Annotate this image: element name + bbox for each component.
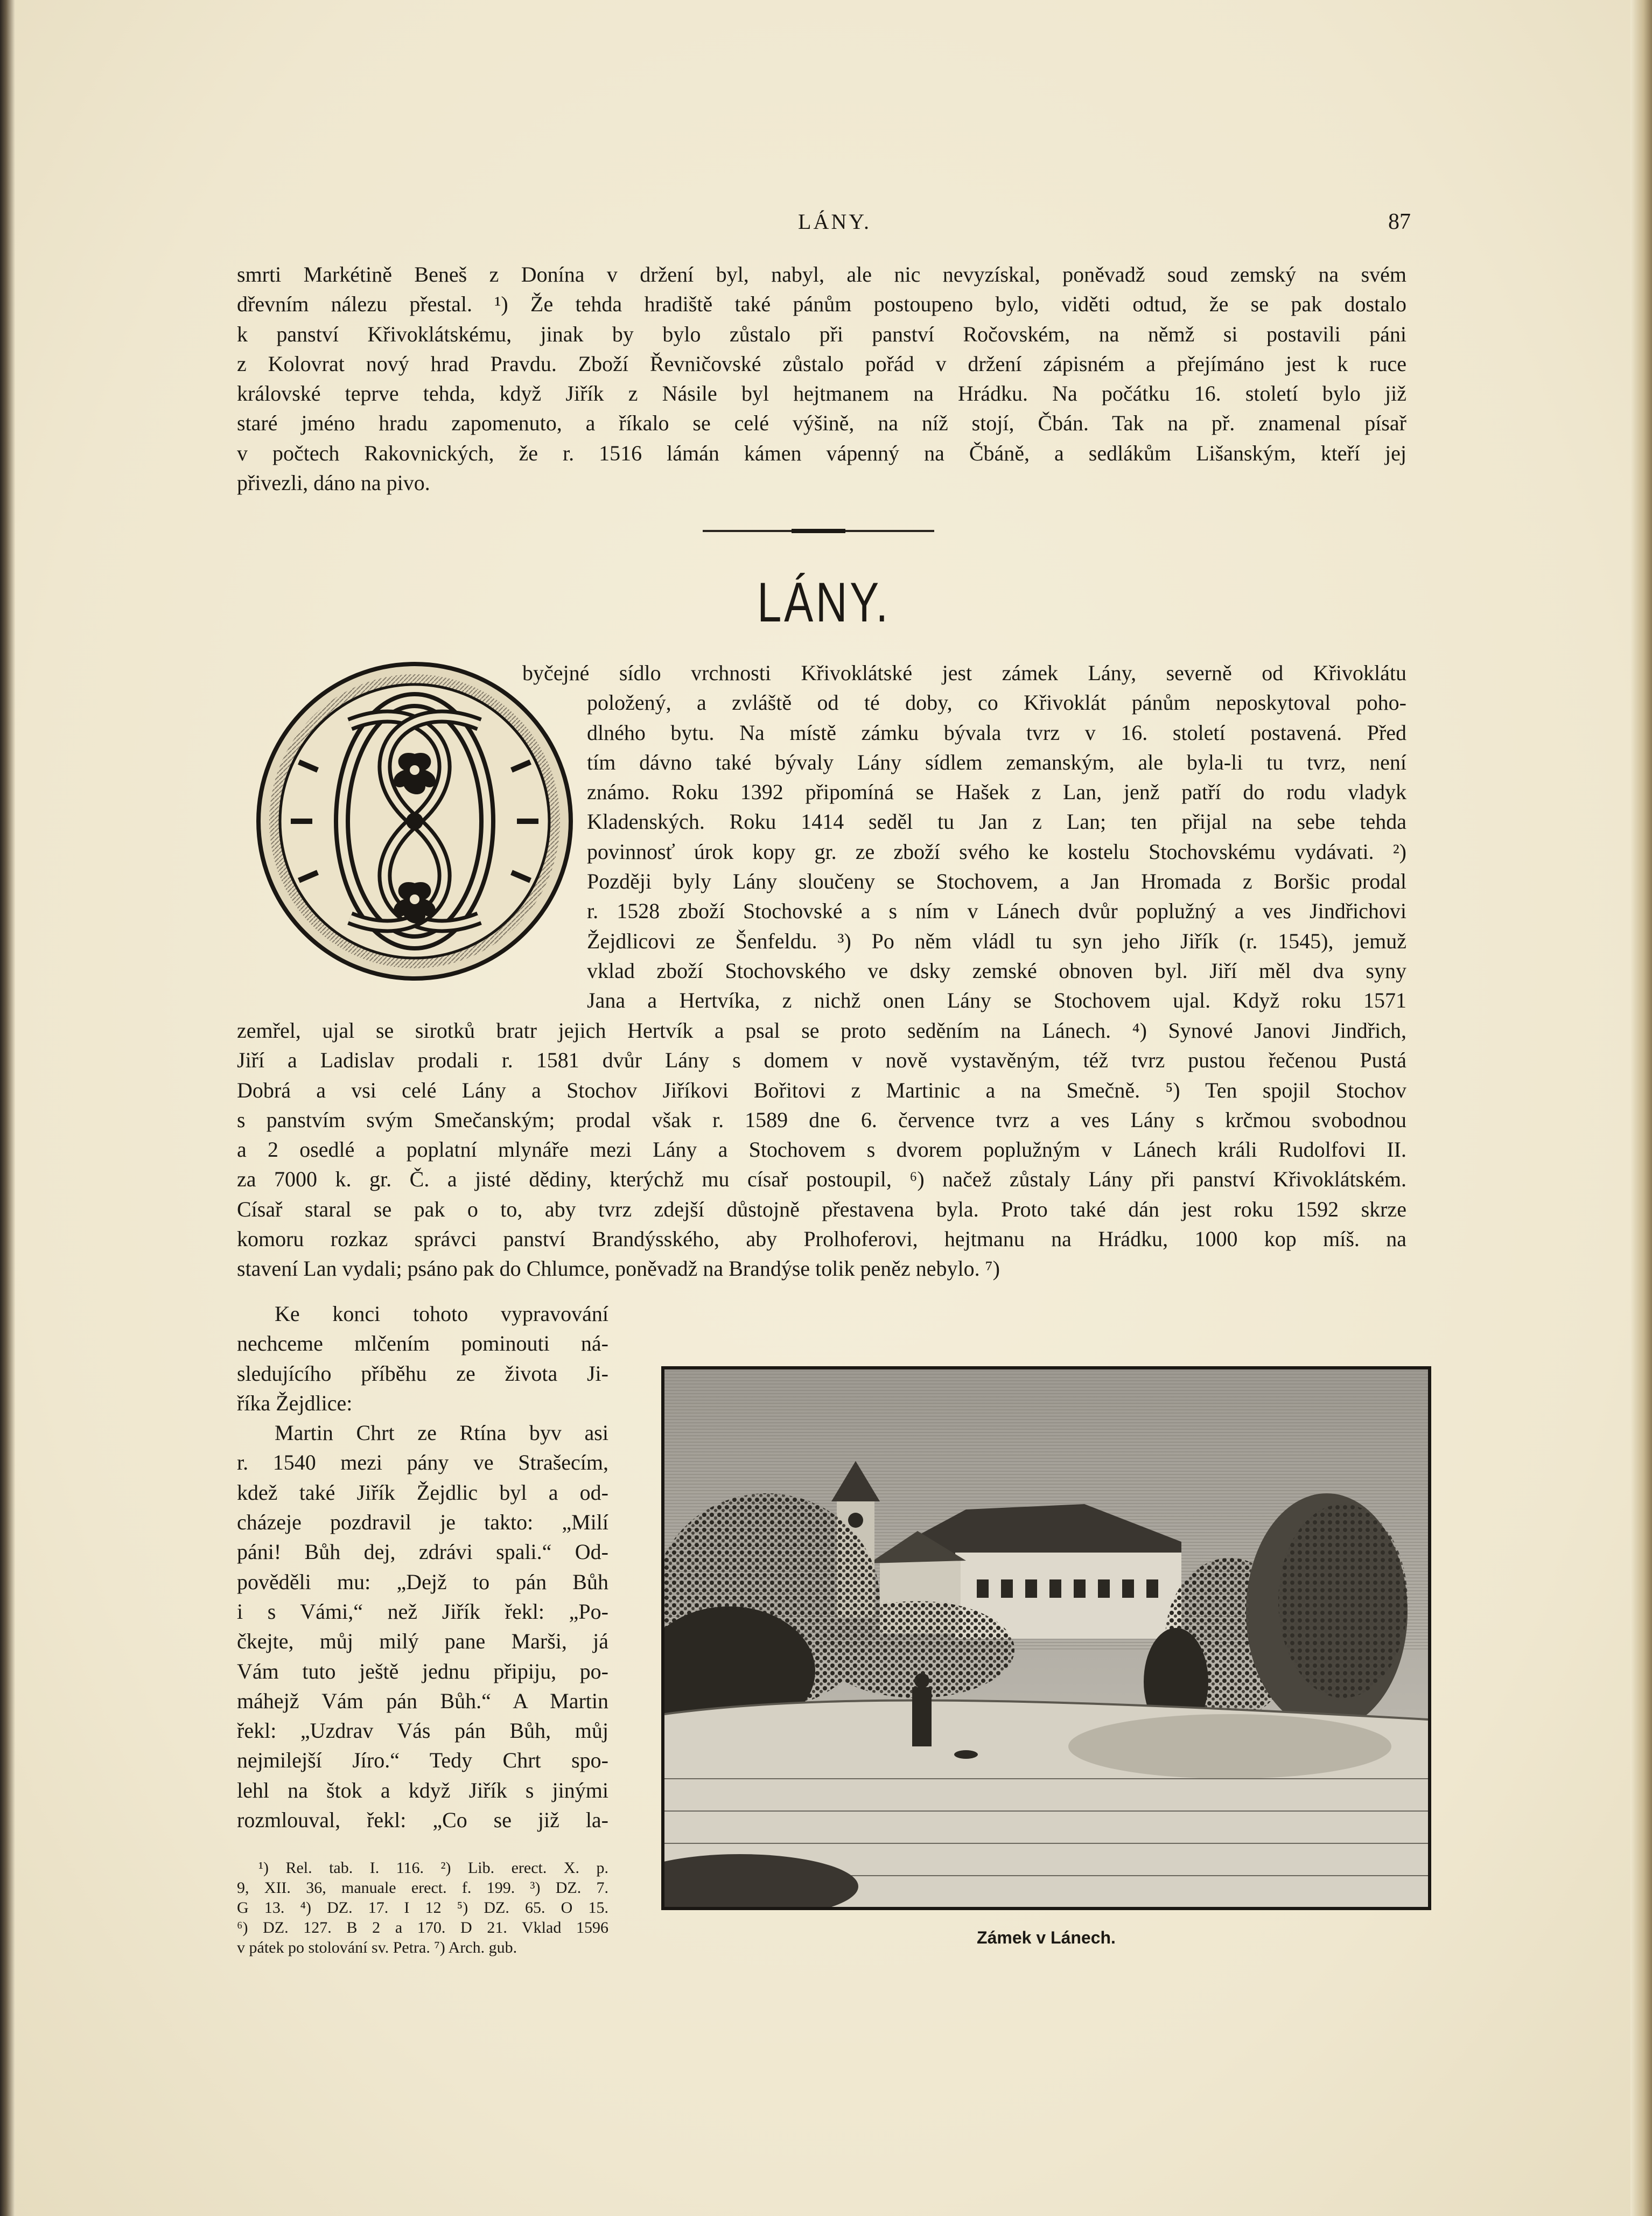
text-line: dlného bytu. Na místě zámku bývala tvrz v 16. století postavená. Před xyxy=(587,720,1406,745)
text-line: kdež také Jiřík Žejdlic byl a od- xyxy=(237,1480,608,1505)
footnote-line: 9, XII. 36, manuale erect. f. 199. ³) DZ. 7. xyxy=(237,1879,608,1897)
text-line: položený, a zvláště od té doby, co Křivoklát pánům neposkytoval poho- xyxy=(587,690,1406,715)
text-line: pověděli mu: „Dejž to pán Bůh xyxy=(237,1569,608,1594)
main-paragraph-full xyxy=(237,1016,1406,1284)
text-line: lehl na štok a když Jiřík s jinými xyxy=(237,1778,608,1802)
text-line: i s Vámi,“ než Jiřík řekl: „Po- xyxy=(237,1599,608,1624)
section-divider-center xyxy=(792,529,845,533)
footnote-line: ¹) Rel. tab. I. 116. ²) Lib. erect. X. p. xyxy=(258,1859,608,1877)
text-line: čkejte, můj milý pane Marši, já xyxy=(237,1629,608,1654)
page-number: 87 xyxy=(1388,209,1411,234)
footnote-line: ⁶) DZ. 127. B 2 a 170. D 21. Vklad 1596 xyxy=(237,1919,608,1937)
text-line: Císař staral se pak o to, aby tvrz zdejší důstojně přestavena byla. Proto také dán jest roku 1592 skrze xyxy=(237,1197,1406,1221)
text-line: páni! Bůh dej, zdrávi spali.“ Od- xyxy=(237,1540,608,1564)
main-paragraph-indented xyxy=(522,658,1406,1016)
text-line: staré jméno hradu zapomenuto, a říkalo se celé výšině, na níž stojí, Čbán. Tak na př. znamenal písař xyxy=(237,411,1406,436)
text-line: z Kolovrat nový hrad Pravdu. Zboží Řevničovské zůstalo pořád v držení zápisném a přejímáno jest k ruce xyxy=(237,351,1406,376)
text-line: komoru rozkaz správci panství Brandýsského, aby Prolhoferovi, hejtmanu na Hrádku, 1000 kop míš. na xyxy=(237,1227,1406,1252)
text-line: za 7000 k. gr. Č. a jisté dědiny, kterýchž mu císař postoupil, ⁶) načež zůstaly Lány při panství Křivoklátském. xyxy=(237,1167,1406,1192)
text-line: sledujícího příběhu ze života Ji- xyxy=(237,1361,608,1386)
text-line: nejmilejší Jíro.“ Tedy Chrt spo- xyxy=(237,1748,608,1773)
side-column xyxy=(237,1299,608,1835)
text-line: tím dávno také bývaly Lány sídlem zemanským, ale byla-li tu tvrz, není xyxy=(587,750,1406,774)
text-line: řekl: „Uzdrav Vás pán Bůh, můj xyxy=(237,1718,608,1743)
chateau-illustration xyxy=(661,1366,1431,1910)
page-binding-edge xyxy=(0,0,15,2216)
text-line: Dobrá a vsi celé Lány a Stochov Jiříkovi Bořitovi z Martinic a na Smečně. ⁵) Ten spojil Stochov xyxy=(237,1078,1406,1102)
text-line: smrti Markétině Beneš z Donína v držení byl, nabyl, ale nic nevyzískal, poněvadž soud zemský na svém xyxy=(237,262,1406,286)
text-line: Jana a Hertvíka, z nichž onen Lány se Stochovem ujal. Když roku 1571 xyxy=(587,988,1406,1013)
footnote-line: G 13. ⁴) DZ. 17. I 12 ⁵) DZ. 65. O 15. xyxy=(237,1899,608,1917)
page-outer-edge xyxy=(1630,0,1652,2216)
text-line: Ke konci tohoto vypravování xyxy=(275,1302,608,1326)
top-paragraph xyxy=(237,260,1406,498)
text-line: stavení Lan vydali; psáno pak do Chlumce, poněvadž na Brandýse tolik peněz nebylo. ⁷) xyxy=(237,1256,1000,1281)
text-line: zemřel, ujal se sirotků bratr jejich Hertvík a psal se proto seděním na Lánech. ⁴) Synové Janovi Jindřich, xyxy=(237,1018,1406,1043)
text-line: vklad zboží Stochovského ve dsky zemské obnoven byl. Jiří měl dva syny xyxy=(587,958,1406,983)
text-line: Martin Chrt ze Rtína byv asi xyxy=(275,1421,608,1445)
text-line: v počtech Rakovnických, že r. 1516 lámán kámen vápenný na Čbáně, a sedlákům Lišanským, kteří jej xyxy=(237,441,1406,465)
text-line: dřevním nálezu přestal. ¹) Že tehda hradiště také pánům postoupeno bylo, viděti odtud, že se pak dostalo xyxy=(237,292,1406,317)
running-head: LÁNY. xyxy=(798,209,871,234)
text-line: Vám tuto ještě jednu připiju, po- xyxy=(237,1659,608,1683)
illustration-caption: Zámek v Lánech. xyxy=(977,1928,1116,1947)
text-line: nechceme mlčením pominouti ná- xyxy=(237,1331,608,1356)
text-line: k panství Křivoklátskému, jinak by bylo zůstalo při panství Ročovském, na němž si postavili páni xyxy=(237,321,1406,346)
text-line: r. 1528 zboží Stochovské a s ním v Lánech dvůr poplužný a ves Jindřichovi xyxy=(587,899,1406,924)
text-line: říka Žejdlice: xyxy=(237,1390,353,1415)
footnotes xyxy=(237,1858,608,1958)
footnote-line: v pátek po stolování sv. Petra. ⁷) Arch. gub. xyxy=(237,1939,517,1956)
text-line: máhejž Vám pán Bůh.“ A Martin xyxy=(237,1688,608,1713)
text-line: královské teprve tehda, když Jiřík z Násile byl hejtmanem na Hrádku. Na počátku 16. století bylo již xyxy=(237,381,1406,406)
text-line: byčejné sídlo vrchnosti Křivoklátské jest zámek Lány, severně od Křivoklátu xyxy=(522,661,1406,685)
ornamental-initial-o-icon xyxy=(253,660,576,983)
text-line: Žejdlicovi ze Šenfeldu. ³) Po něm vládl tu syn jeho Jiřík (r. 1545), jemuž xyxy=(587,928,1406,953)
text-line: s panstvím svým Smečanským; prodal však r. 1589 dne 6. července tvrz a ves Lány s krčmou svobodnou xyxy=(237,1107,1406,1132)
text-line: Později byly Lány sloučeny se Stochovem, a Jan Hromada z Boršic prodal xyxy=(587,869,1406,894)
chateau-engraving-icon xyxy=(664,1369,1428,1907)
text-line: cházeje pozdravil je takto: „Milí xyxy=(237,1510,608,1535)
section-title: LÁNY. xyxy=(757,571,891,634)
text-line: přivezli, dáno na pivo. xyxy=(237,471,430,495)
text-line: povinnosť úrok kopy gr. ze zboží svého ke kostelu Stochovskému vydávati. ²) xyxy=(587,839,1406,864)
text-line: rozmlouval, řekl: „Co se již la- xyxy=(237,1808,608,1833)
text-line: známo. Roku 1392 připomíná se Hašek z Lan, jenž patří do rodu vladyk xyxy=(587,780,1406,805)
text-line: r. 1540 mezi pány ve Strašecím, xyxy=(237,1450,608,1475)
text-line: Jiří a Ladislav prodali r. 1581 dvůr Lány s domem v nově vystavěným, též tvrz pustou řečenou Pustá xyxy=(237,1048,1406,1073)
text-line: Kladenských. Roku 1414 seděl tu Jan z Lan; ten přijal na sebe tehda xyxy=(587,809,1406,834)
text-line: a 2 osedlé a poplatní mlynáře mezi Lány a Stochovem s dvorem poplužným v Lánech králi Rudolfovi II. xyxy=(237,1137,1406,1162)
